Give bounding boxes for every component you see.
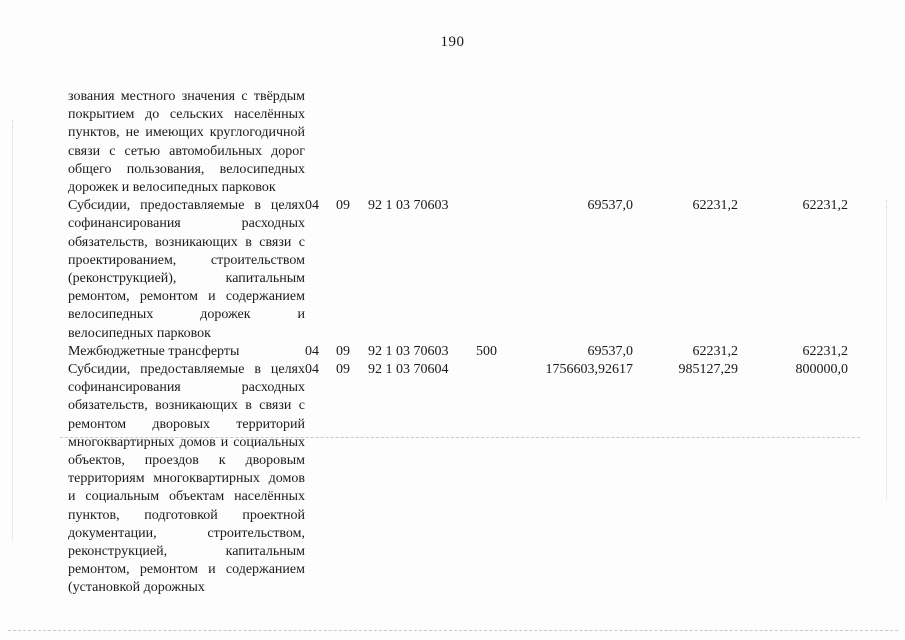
row-target-article: 92 1 03 70604: [368, 362, 449, 378]
row-section: 04: [305, 198, 319, 214]
row-subsection: [336, 88, 368, 197]
row-amount-2: 62231,2: [692, 343, 738, 359]
row-amount-3: 62231,2: [802, 198, 848, 214]
row-name: Субсидии, предоставляемые в целях софинансирования расходных обязательств, возникающих в связи с проектированием, строительством (реконструкцией), капитальным ремонтом, ремонтом и содержанием велосипедных дорожек и велосипедных парковок: [68, 198, 305, 341]
row-expense-type: [476, 197, 516, 343]
row-amount-3: [738, 88, 848, 197]
scan-artifact-line: [60, 437, 860, 438]
row-amount-1: 1756603,92617: [545, 362, 633, 378]
row-amount-3: 800000,0: [795, 362, 848, 378]
row-target-article: [368, 88, 476, 197]
row-amount-1: 69537,0: [587, 198, 633, 214]
row-subsection: 09: [336, 343, 350, 359]
row-amount-2: 62231,2: [692, 198, 738, 214]
row-section: 04: [305, 343, 319, 359]
table-row: [68, 197, 848, 343]
row-amount-2: 985127,29: [678, 362, 738, 378]
row-amount-3: 62231,2: [802, 343, 848, 359]
row-section: 04: [305, 362, 319, 378]
row-section: [305, 88, 336, 197]
budget-table: [68, 88, 848, 598]
scan-artifact-line: [8, 630, 898, 631]
row-target-article: 92 1 03 70603: [368, 343, 449, 359]
row-amount-1: 69537,0: [587, 343, 633, 359]
table-row: [68, 343, 848, 361]
row-name: зования местного значения с твёрдым покрытием до сельских населённых пунктов, не имеющих круглогодичной связи с сетью автомобильных дорог общего пользования, велосипедных дорожек и велосипедных парковок: [68, 89, 305, 196]
row-expense-type: [476, 361, 516, 598]
table-row: [68, 361, 848, 598]
row-subsection: 09: [336, 362, 350, 378]
scan-artifact-vline: [886, 200, 887, 500]
row-name: Субсидии, предоставляемые в целях софинансирования расходных обязательств, возникающих в связи с ремонтом дворовых территорий многоквартирных домов и социальных объектов, проездов к дворовым территориям многоквартирных домов и социальным объектам населённых пунктов, подготовкой проектной документации, строительством, реконструкцией, капитальным ремонтом, ремонтом и содержанием (установкой дорожных: [68, 362, 305, 596]
row-amount-2: [633, 88, 738, 197]
row-target-article: 92 1 03 70603: [368, 198, 449, 214]
table-row: [68, 88, 848, 197]
row-expense-type: 500: [476, 343, 497, 359]
row-expense-type: [476, 88, 516, 197]
row-subsection: 09: [336, 198, 350, 214]
page-number: 190: [440, 34, 465, 50]
scan-artifact-vline: [12, 120, 13, 540]
row-name: Межбюджетные трансферты: [68, 343, 240, 359]
row-amount-1: [516, 88, 633, 197]
